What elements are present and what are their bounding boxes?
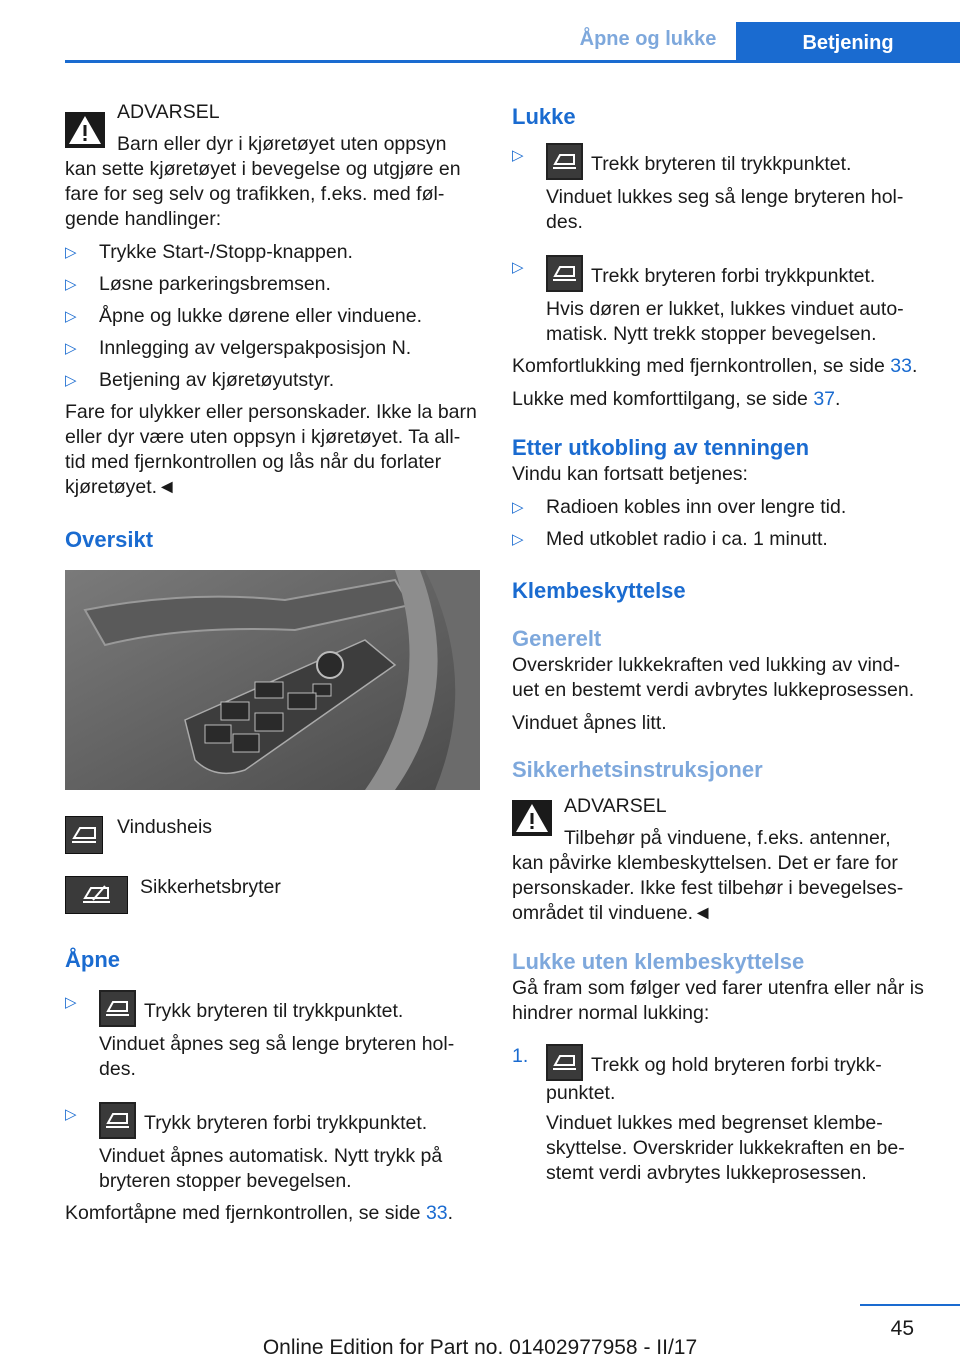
header-rule — [65, 60, 960, 63]
warning-closing: Fare for ulykker eller personskader. Ikke la barn eller dyr være uten oppsyn i kjøretøyet. Ta all‐ tid med fjernkontrollen og lås når du forlater kjøretøyet.◄ — [65, 401, 477, 498]
footer-rule — [860, 1304, 960, 1306]
legend-label: Vindusheis — [117, 816, 213, 838]
general-text: Overskrider lukkekraften ved lukking av vind‐ uet en bestemt verdi avbrytes lukkeprosessen. — [512, 654, 915, 701]
triangle-bullet-icon: ▷ — [512, 259, 524, 276]
section-heading-open: Åpne — [65, 947, 120, 972]
list-item: 1. Trekk og hold bryteren forbi trykk‐ punktet. Vinduet lukkes med begrenset klembe‐ skyttelse. Overskrider lukkekraften en be‐ stemt verdi avbrytes lukkeprosessen. — [512, 1045, 905, 1184]
close-steps-list — [512, 143, 930, 347]
list-item: ▷ Trykke Start-/Stopp-knappen. — [65, 241, 353, 263]
list-item: ▷ Trykk bryteren forbi trykkpunktet. Vinduet åpnes automatisk. Nytt trykk på bryteren stopper bevegelsen. — [65, 1102, 480, 1194]
warning-title: ADVARSEL — [564, 795, 667, 817]
header-chapter-tab[interactable]: Betjening — [736, 22, 960, 63]
ignition-list — [512, 495, 930, 552]
legend-window-lift — [65, 808, 480, 868]
list-item: ▷ Innlegging av velgerspakposisjon N. — [65, 337, 412, 359]
window-switch-icon — [99, 1102, 136, 1139]
section-heading-pinch-protection: Klembeskyttelse — [512, 578, 686, 603]
safety-switch-icon — [65, 876, 128, 914]
warning-triangle-icon — [512, 800, 552, 836]
warning-block-accessories — [512, 794, 930, 926]
right-column — [512, 100, 930, 1186]
window-switch-icon — [546, 1044, 583, 1081]
warning-text: kan påvirke klembeskyttelsen. Det er fare for personskader. Ikke fest tilbehør i bevegelses‐ området til vinduene.◄ — [512, 852, 904, 924]
warning-line-1: Barn eller dyr i kjøretøyet uten oppsyn — [117, 133, 447, 155]
list-item: ▷ Med utkoblet radio i ca. 1 minutt. — [512, 528, 828, 550]
window-switch-icon — [65, 816, 103, 854]
page-link[interactable]: 33 — [425, 1202, 448, 1224]
nopinch-steps-list — [512, 1044, 930, 1186]
close-remote-text: Komfortlukking med fjernkontrollen, se side 33. — [512, 355, 918, 377]
open-remote-text: Komfortåpne med fjernkontrollen, se side 33. — [65, 1202, 454, 1224]
triangle-bullet-icon: ▷ — [512, 147, 524, 164]
warning-triangle-icon — [65, 112, 105, 148]
open-steps-list — [65, 990, 480, 1194]
list-item: ▷ Løsne parkeringsbremsen. — [65, 273, 331, 295]
warning-title: ADVARSEL — [117, 101, 220, 123]
triangle-bullet-icon: ▷ — [65, 372, 77, 389]
list-item: ▷ Radioen kobles inn over lengre tid. — [512, 496, 847, 518]
legend-label: Sikkerhetsbryter — [140, 876, 281, 898]
warning-block-children — [65, 100, 480, 232]
section-heading-close: Lukke — [512, 104, 576, 129]
page-link[interactable]: 37 — [813, 388, 836, 410]
subheading-general: Generelt — [512, 626, 602, 651]
subheading-safety: Sikkerhetsinstruksjoner — [512, 757, 763, 782]
triangle-bullet-icon: ▷ — [512, 499, 524, 516]
window-switch-icon — [546, 255, 583, 292]
warning-line-1: Tilbehør på vinduene, f.eks. antenner, — [564, 827, 891, 849]
legend-safety-switch — [65, 868, 480, 928]
step-number: 1. — [512, 1045, 529, 1067]
left-column — [65, 100, 480, 1226]
close-access-text: Lukke med komforttilgang, se side 37. — [512, 388, 841, 410]
warning-text: kan sette kjøretøyet i bevegelse og utgjøre en fare for seg selv og trafikken, f.eks. med føl‐ gende handlinger: — [65, 158, 461, 230]
general-text-2: Vinduet åpnes litt. — [512, 712, 667, 734]
triangle-bullet-icon: ▷ — [65, 1106, 77, 1123]
ignition-intro: Vindu kan fortsatt betjenes: — [512, 463, 748, 485]
subheading-close-without-pinch: Lukke uten klembeskyttelse — [512, 949, 805, 974]
warning-action-list — [65, 240, 480, 393]
section-heading-after-ignition: Etter utkobling av tenningen — [512, 435, 810, 460]
door-switch-panel-image — [65, 570, 480, 790]
triangle-bullet-icon: ▷ — [512, 531, 524, 548]
section-heading-overview: Oversikt — [65, 527, 154, 552]
triangle-bullet-icon: ▷ — [65, 994, 77, 1011]
window-switch-icon — [99, 990, 136, 1027]
triangle-bullet-icon: ▷ — [65, 340, 77, 357]
triangle-bullet-icon: ▷ — [65, 308, 77, 325]
page-link[interactable]: 33 — [890, 355, 912, 377]
edition-footer: Online Edition for Part no. 01402977958 - II/17 — [262, 1336, 698, 1359]
list-item: ▷ Trekk bryteren forbi trykkpunktet. Hvis døren er lukket, lukkes vinduet auto‐ matisk. Nytt trekk stopper bevegelsen. — [512, 255, 930, 347]
list-item: ▷ Trekk bryteren til trykkpunktet. Vinduet lukkes seg så lenge bryteren hol‐ des. — [512, 143, 930, 235]
page-number: 45 — [890, 1317, 914, 1340]
list-item: ▷ Betjening av kjøretøyutstyr. — [65, 369, 335, 391]
triangle-bullet-icon: ▷ — [65, 276, 77, 293]
list-item: ▷ Trykk bryteren til trykkpunktet. Vinduet åpnes seg så lenge bryteren hol‐ des. — [65, 990, 480, 1082]
nopinch-intro: Gå fram som følger ved farer utenfra eller når is hindrer normal lukking: — [512, 977, 924, 1024]
header-section-title: Åpne og lukke — [579, 28, 717, 50]
triangle-bullet-icon: ▷ — [65, 244, 77, 261]
list-item: ▷ Åpne og lukke dørene eller vinduene. — [65, 305, 423, 327]
window-switch-icon — [546, 143, 583, 180]
